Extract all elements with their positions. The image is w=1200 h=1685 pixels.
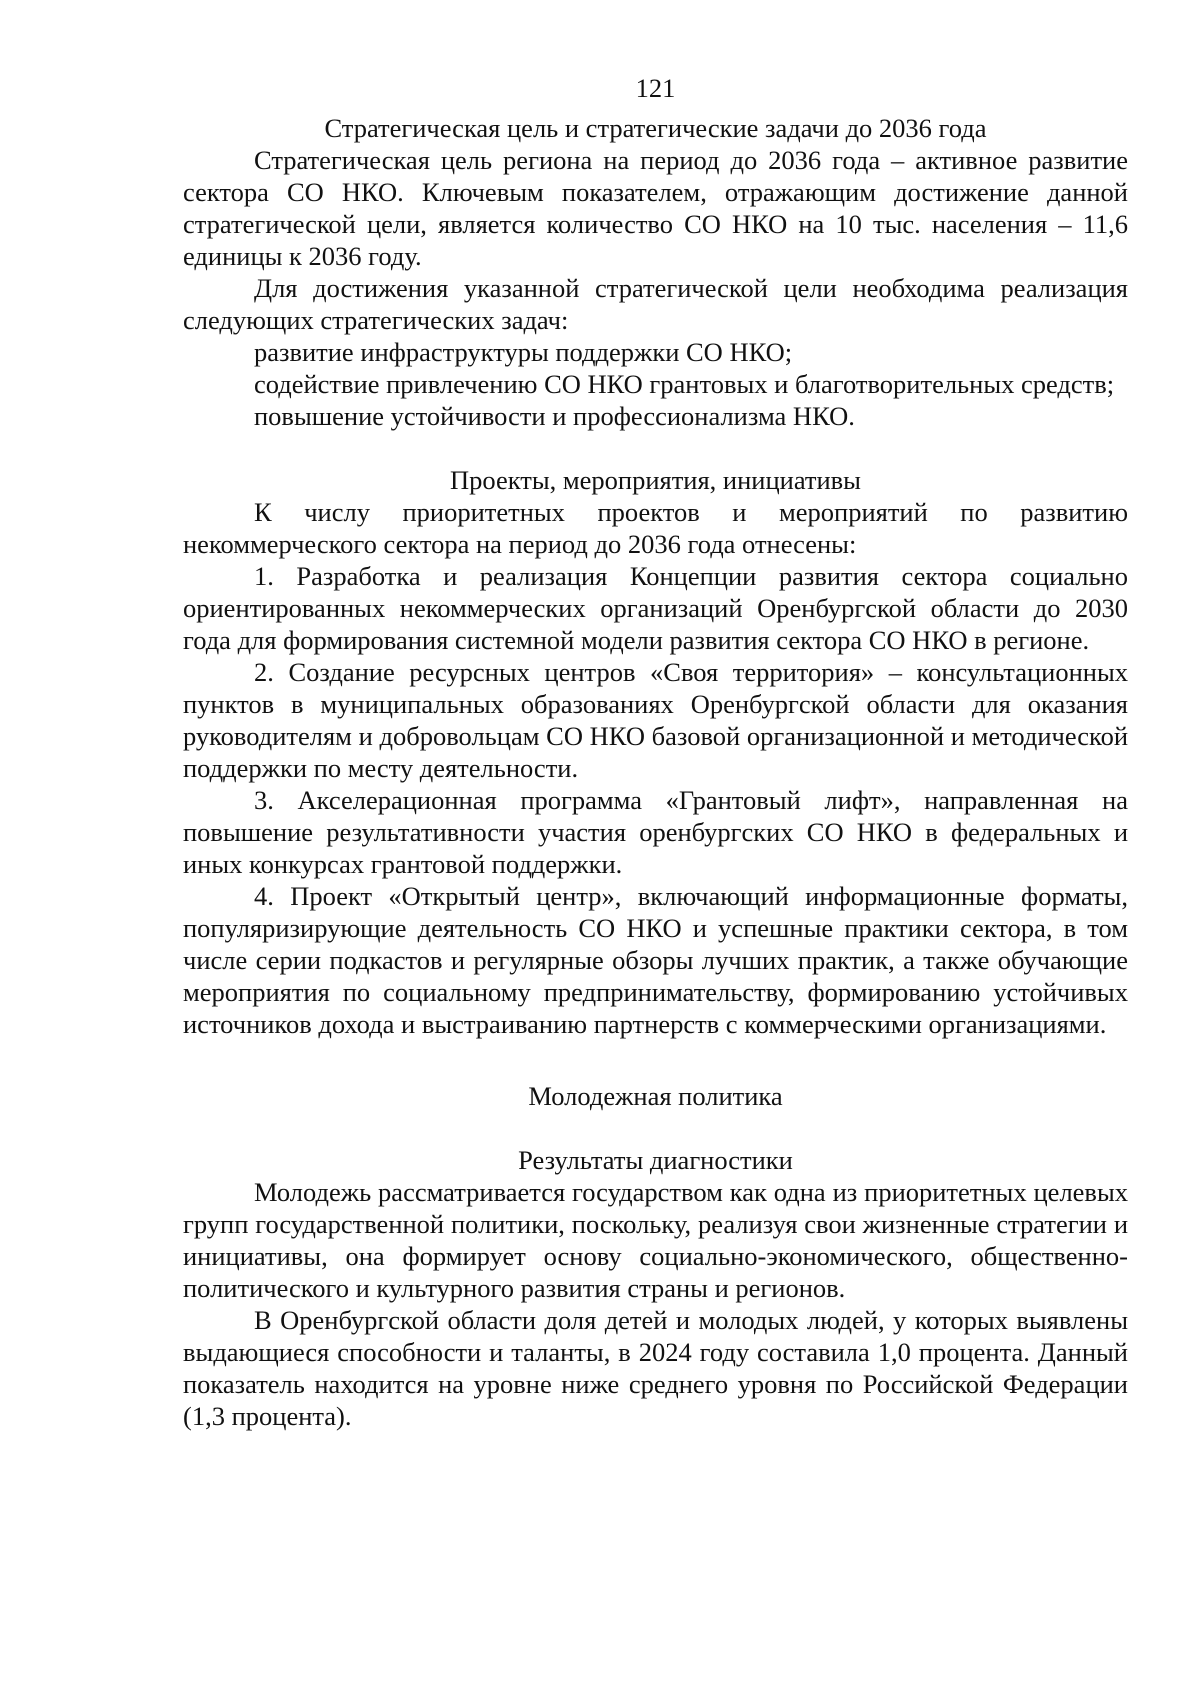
paragraph-youth-priority: Молодежь рассматривается государством как одна из приоритетных целевых групп государственной политики, поскольку, реализуя свои жизненные стратегии и инициативы, она формирует основу социально-экономического, общественно-политического и культурного развития страны и регионов. — [183, 1177, 1128, 1303]
paragraph-projects-intro: К числу приоритетных проектов и мероприятий по развитию некоммерческого сектора на период до 2036 года отнесены: — [183, 497, 1128, 559]
task-item-sustainability: повышение устойчивости и профессионализма НКО. — [254, 401, 855, 431]
page-number: 121 — [635, 73, 676, 103]
section-heading-strategic-goal: Стратегическая цель и стратегические задачи до 2036 года — [324, 113, 987, 143]
section-heading-youth-policy: Молодежная политика — [528, 1081, 783, 1111]
document-page — [183, 72, 1128, 1432]
paragraph-talent-share: В Оренбургской области доля детей и молодых людей, у которых выявлены выдающиеся способности и таланты, в 2024 году составила 1,0 процента. Данный показатель находится на уровне ниже среднего уровня по Российской Федерации (1,3 процента). — [183, 1305, 1128, 1431]
paragraph-tasks-intro: Для достижения указанной стратегической цели необходима реализация следующих стратегических задач: — [183, 273, 1128, 335]
paragraph-strategic-goal: Стратегическая цель региона на период до 2036 года – активное развитие сектора СО НКО. Ключевым показателем, отражающим достижение данной стратегической цели, является количество СО НКО на 10 тыс. населения – 11,6 единицы к 2036 году. — [183, 145, 1128, 271]
project-item-3: 3. Акселерационная программа «Грантовый лифт», направленная на повышение результативности участия оренбургских СО НКО в федеральных и иных конкурсах грантовой поддержки. — [183, 785, 1128, 879]
project-item-4: 4. Проект «Открытый центр», включающий информационные форматы, популяризирующие деятельность СО НКО и успешные практики сектора, в том числе серии подкастов и регулярные обзоры лучших практик, а также обучающие мероприятия по социальному предпринимательству, формированию устойчивых источников дохода и выстраиванию партнерств с коммерческими организациями. — [183, 881, 1128, 1039]
task-item-grants: содействие привлечению СО НКО грантовых и благотворительных средств; — [254, 369, 1115, 399]
subheading-diagnostics: Результаты диагностики — [518, 1145, 793, 1175]
project-item-1: 1. Разработка и реализация Концепции развития сектора социально ориентированных некоммерческих организаций Оренбургской области до 2030 года для формирования системной модели развития сектора СО НКО в регионе. — [183, 561, 1128, 655]
section-heading-projects: Проекты, мероприятия, инициативы — [450, 465, 861, 495]
task-item-infrastructure: развитие инфраструктуры поддержки СО НКО; — [254, 337, 793, 367]
project-item-2: 2. Создание ресурсных центров «Своя территория» – консультационных пунктов в муниципальных образованиях Оренбургской области для оказания руководителям и добровольцам СО НКО базовой организационной и методической поддержки по месту деятельности. — [183, 657, 1128, 783]
